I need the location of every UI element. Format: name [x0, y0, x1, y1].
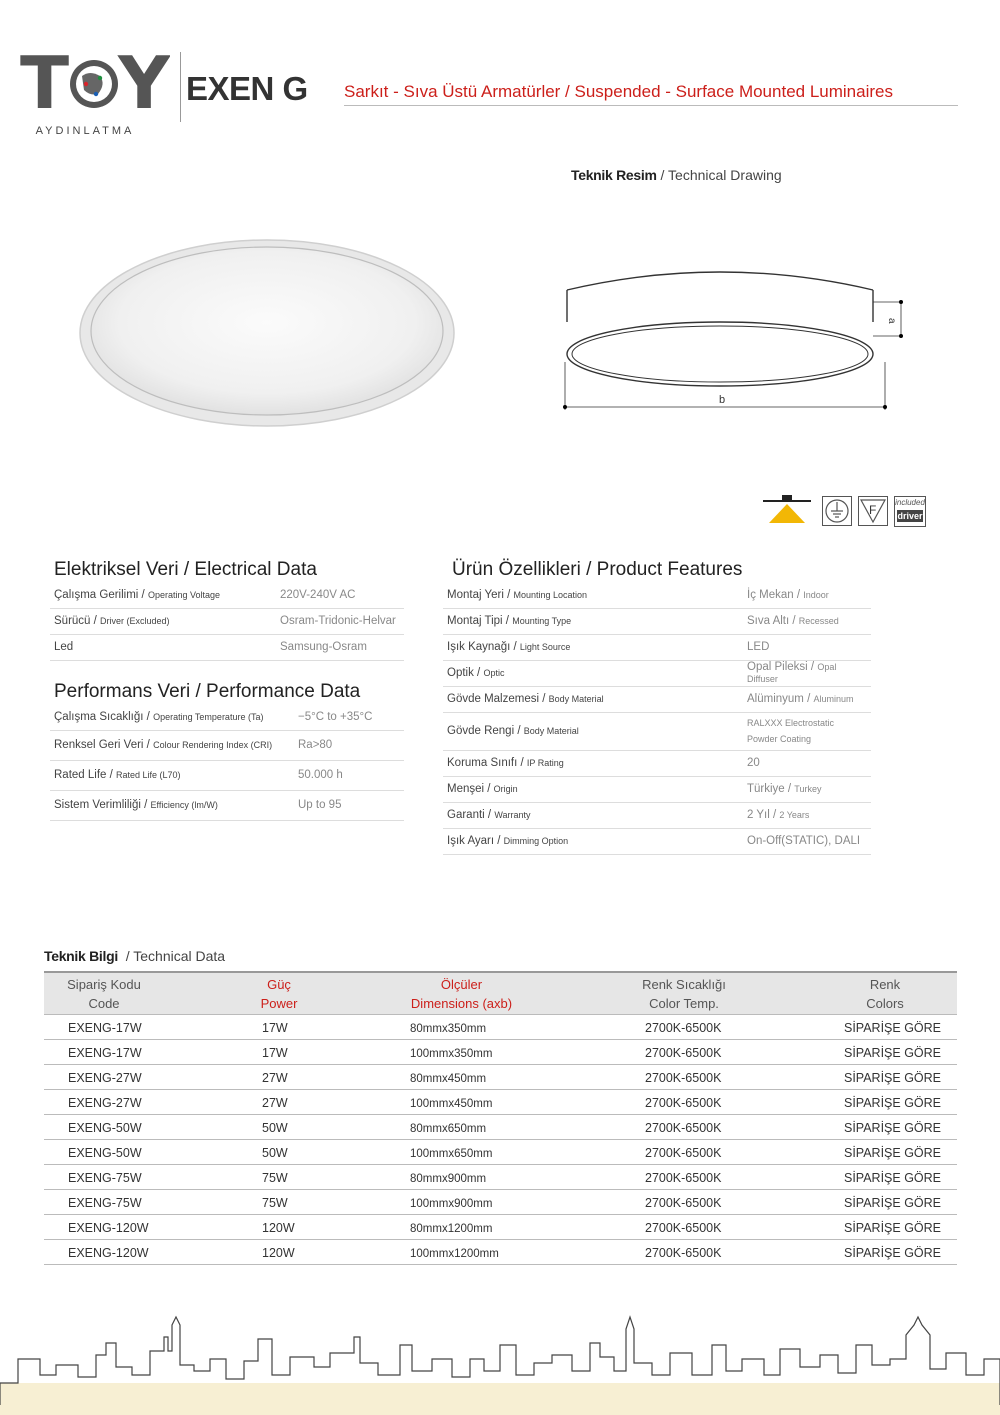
earth-ground-icon: [822, 496, 852, 526]
performance-table: [50, 704, 404, 821]
features-title: Ürün Özellikleri / Product Features: [452, 559, 743, 580]
brand-logo: [20, 50, 170, 135]
table-row: Garanti / Warranty 2 Yıl / 2 Years: [443, 802, 871, 828]
performance-title: Performans Veri / Performance Data: [54, 681, 361, 702]
product-photo: [78, 238, 456, 428]
f-mark-icon: [858, 496, 888, 526]
recessed-mount-icon: [763, 495, 811, 525]
table-row: Çalışma Gerilimi / Operating Voltage 220V-240V AC: [50, 582, 404, 608]
table-row: Sürücü / Driver (Excluded) Osram-Tridonic-Helvar: [50, 608, 404, 634]
electrical-title: Elektriksel Veri / Electrical Data: [54, 559, 317, 580]
table-row: EXENG-120W 120W 80mmx1200mm 2700K-6500K SİPARİŞE GÖRE: [44, 1214, 957, 1240]
logo-subtext: AYDINLATMA: [35, 125, 135, 137]
header-code: Sipariş Kodu Code: [67, 977, 141, 1011]
header-divider: [180, 52, 181, 122]
logo-globe-icon: [20, 50, 170, 120]
table-row: Menşei / Origin Türkiye / Turkey: [443, 776, 871, 802]
driver-included-icon: included driver: [894, 496, 926, 527]
electrical-table: [50, 582, 404, 661]
table-row: Optik / Optic Opal Pileksi / Opal Diffuser: [443, 660, 871, 686]
technical-drawing: [555, 262, 915, 417]
table-row: EXENG-50W 50W 80mmx650mm 2700K-6500K SİPARİŞE GÖRE: [44, 1114, 957, 1140]
features-table: [443, 582, 871, 855]
table-row: Işık Kaynağı / Light Source LED: [443, 634, 871, 660]
skyline-decoration: [0, 1315, 1000, 1415]
table-row: Çalışma Sıcaklığı / Operating Temperature (Ta) −5°C to +35°C: [50, 704, 404, 730]
product-subtitle: Sarkıt - Sıva Üstü Armatürler / Suspended - Surface Mounted Luminaires: [344, 82, 893, 101]
table-row: EXENG-27W 27W 80mmx450mm 2700K-6500K SİPARİŞE GÖRE: [44, 1064, 957, 1090]
table-row: Montaj Tipi / Mounting Type Sıva Altı / Recessed: [443, 608, 871, 634]
table-row: EXENG-75W 75W 100mmx900mm 2700K-6500K SİPARİŞE GÖRE: [44, 1189, 957, 1215]
header-colors: Renk Colors: [866, 977, 904, 1011]
table-row: Gövde Malzemesi / Body Material Alüminyum / Aluminum: [443, 686, 871, 712]
svg-text:F: F: [869, 503, 877, 517]
header-color-temp: Renk Sıcaklığı Color Temp.: [642, 977, 726, 1011]
drawing-title: Teknik Resim / Technical Drawing: [571, 167, 782, 183]
header-rule: [344, 105, 958, 106]
table-row: EXENG-27W 27W 100mmx450mm 2700K-6500K SİPARİŞE GÖRE: [44, 1089, 957, 1115]
header-dimensions: Ölçüler Dimensions (axb): [410, 977, 513, 1011]
table-row: Gövde Rengi / Body Material RALXXX Electrostatic Powder Coating: [443, 712, 871, 750]
table-row: Montaj Yeri / Mounting Location İç Mekan / Indoor: [443, 582, 871, 608]
table-row: EXENG-120W 120W 100mmx1200mm 2700K-6500K SİPARİŞE GÖRE: [44, 1239, 957, 1265]
table-row: EXENG-17W 17W 80mmx350mm 2700K-6500K SİPARİŞE GÖRE: [44, 1014, 957, 1040]
svg-text:T: T: [20, 50, 66, 120]
header-power: Güç Power: [260, 977, 298, 1011]
table-row: Rated Life / Rated Life (L70) 50.000 h: [50, 760, 404, 790]
technical-table-header: [44, 973, 957, 1015]
table-row: Sistem Verimliliği / Efficiency (lm/W) Up to 95: [50, 790, 404, 820]
table-row: Renksel Geri Veri / Colour Rendering Index (CRI) Ra>80: [50, 730, 404, 760]
table-row: Işık Ayarı / Dimming Option On-Off(STATIC), DALI: [443, 828, 871, 854]
dimension-label-a: a: [886, 318, 897, 324]
product-name: EXEN G: [186, 70, 308, 107]
table-row: EXENG-50W 50W 100mmx650mm 2700K-6500K SİPARİŞE GÖRE: [44, 1139, 957, 1165]
svg-text:Y: Y: [118, 50, 170, 120]
table-row: Koruma Sınıfı / IP Rating 20: [443, 750, 871, 776]
table-row: EXENG-75W 75W 80mmx900mm 2700K-6500K SİPARİŞE GÖRE: [44, 1164, 957, 1190]
table-row: Led Samsung-Osram: [50, 634, 404, 660]
dimension-label-b: b: [719, 394, 726, 406]
table-row: EXENG-17W 17W 100mmx350mm 2700K-6500K SİPARİŞE GÖRE: [44, 1039, 957, 1065]
technical-data-label: Teknik Bilgi / Technical Data: [44, 948, 226, 964]
